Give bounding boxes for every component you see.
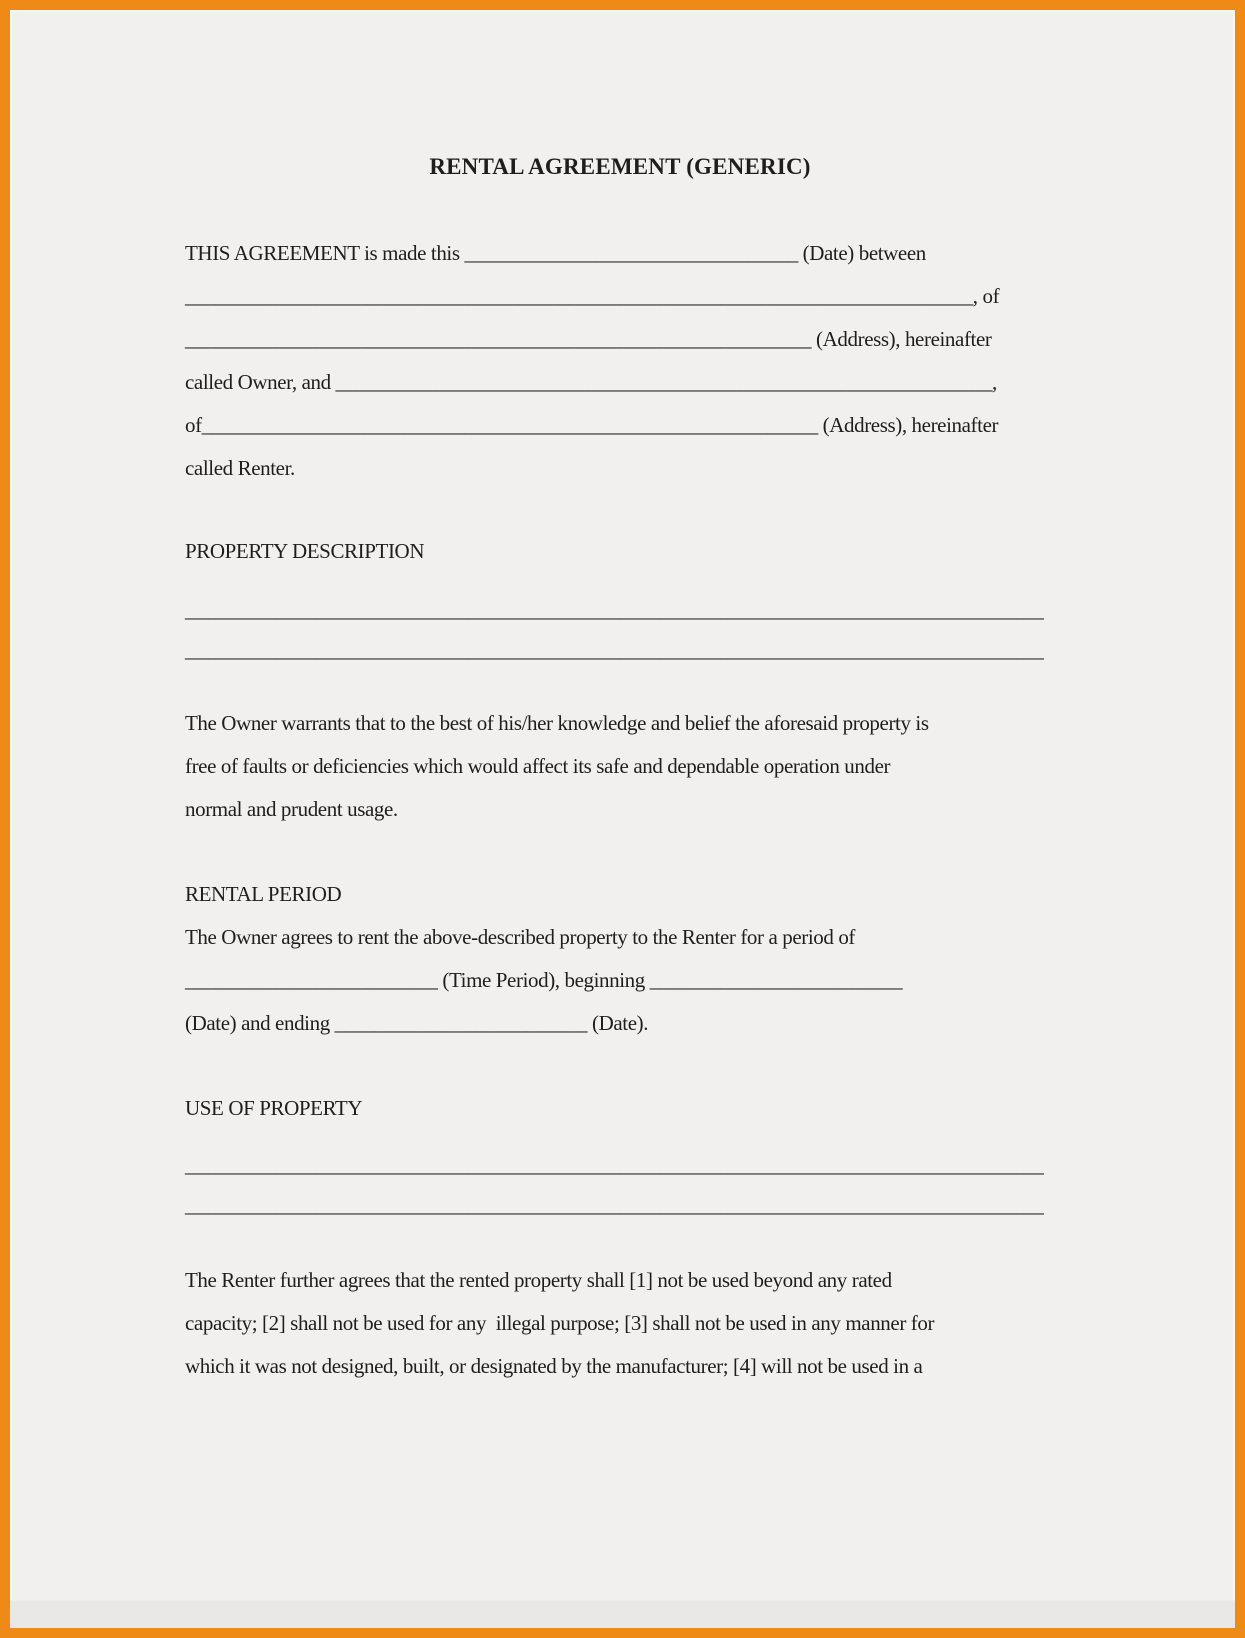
- blank-fill-line: _____________________________________________________________________________________: [185, 1153, 1044, 1177]
- renter-agrees-paragraph: [185, 1259, 1055, 1388]
- blank-fill-line: _____________________________________________________________________________________: [185, 598, 1044, 622]
- section-heading-property-description: PROPERTY DESCRIPTION: [185, 539, 425, 563]
- blank-fill-line: _____________________________________________________________________________________: [185, 638, 1044, 662]
- renter-agrees-line: capacity; [2] shall not be used for any illegal purpose; [3] shall not be used in any manner for: [185, 1311, 935, 1335]
- section-heading-use-of-property: USE OF PROPERTY: [185, 1096, 363, 1120]
- rental-period-line: The Owner agrees to rent the above-described property to the Renter for a period of: [185, 925, 856, 949]
- property-description-blank-lines: [185, 590, 1055, 670]
- owner-warrants-paragraph: [185, 702, 1055, 831]
- page-content: [185, 10, 1055, 1388]
- rental-period-paragraph: [185, 916, 1055, 1045]
- intro-paragraph: [185, 232, 1055, 490]
- rental-period-line-dates: (Date) and ending _________________________ (Date).: [185, 1011, 649, 1035]
- intro-line-called-renter: called Renter.: [185, 456, 295, 480]
- intro-line-renter-address: of_____________________________________________________________ (Address), hereinafter: [185, 413, 999, 437]
- section-heading-rental-period: RENTAL PERIOD: [185, 882, 342, 906]
- intro-line-date: THIS AGREEMENT is made this _________________________________ (Date) between: [185, 241, 926, 265]
- document-title: RENTAL AGREEMENT (GENERIC): [429, 154, 811, 179]
- renter-agrees-line: The Renter further agrees that the rented property shall [1] not be used beyond any rated: [185, 1268, 892, 1292]
- warrants-line: free of faults or deficiencies which would affect its safe and dependable operation under: [185, 754, 891, 778]
- renter-agrees-line: which it was not designed, built, or designated by the manufacturer; [4] will not be used in a: [185, 1354, 923, 1378]
- page-bottom-shading: [10, 1600, 1235, 1628]
- warrants-line: The Owner warrants that to the best of his/her knowledge and belief the aforesaid property is: [185, 711, 929, 735]
- intro-line-owner-name: ______________________________________________________________________________, of: [185, 284, 1000, 308]
- rental-period-line-time: _________________________ (Time Period), beginning _________________________: [185, 968, 903, 992]
- blank-fill-line: _____________________________________________________________________________________: [185, 1193, 1044, 1217]
- warrants-line: normal and prudent usage.: [185, 797, 398, 821]
- use-of-property-blank-lines: [185, 1145, 1055, 1225]
- intro-line-owner-address: ______________________________________________________________ (Address), hereinafter: [185, 327, 992, 351]
- intro-line-renter-name: called Owner, and _________________________________________________________________,: [185, 370, 997, 394]
